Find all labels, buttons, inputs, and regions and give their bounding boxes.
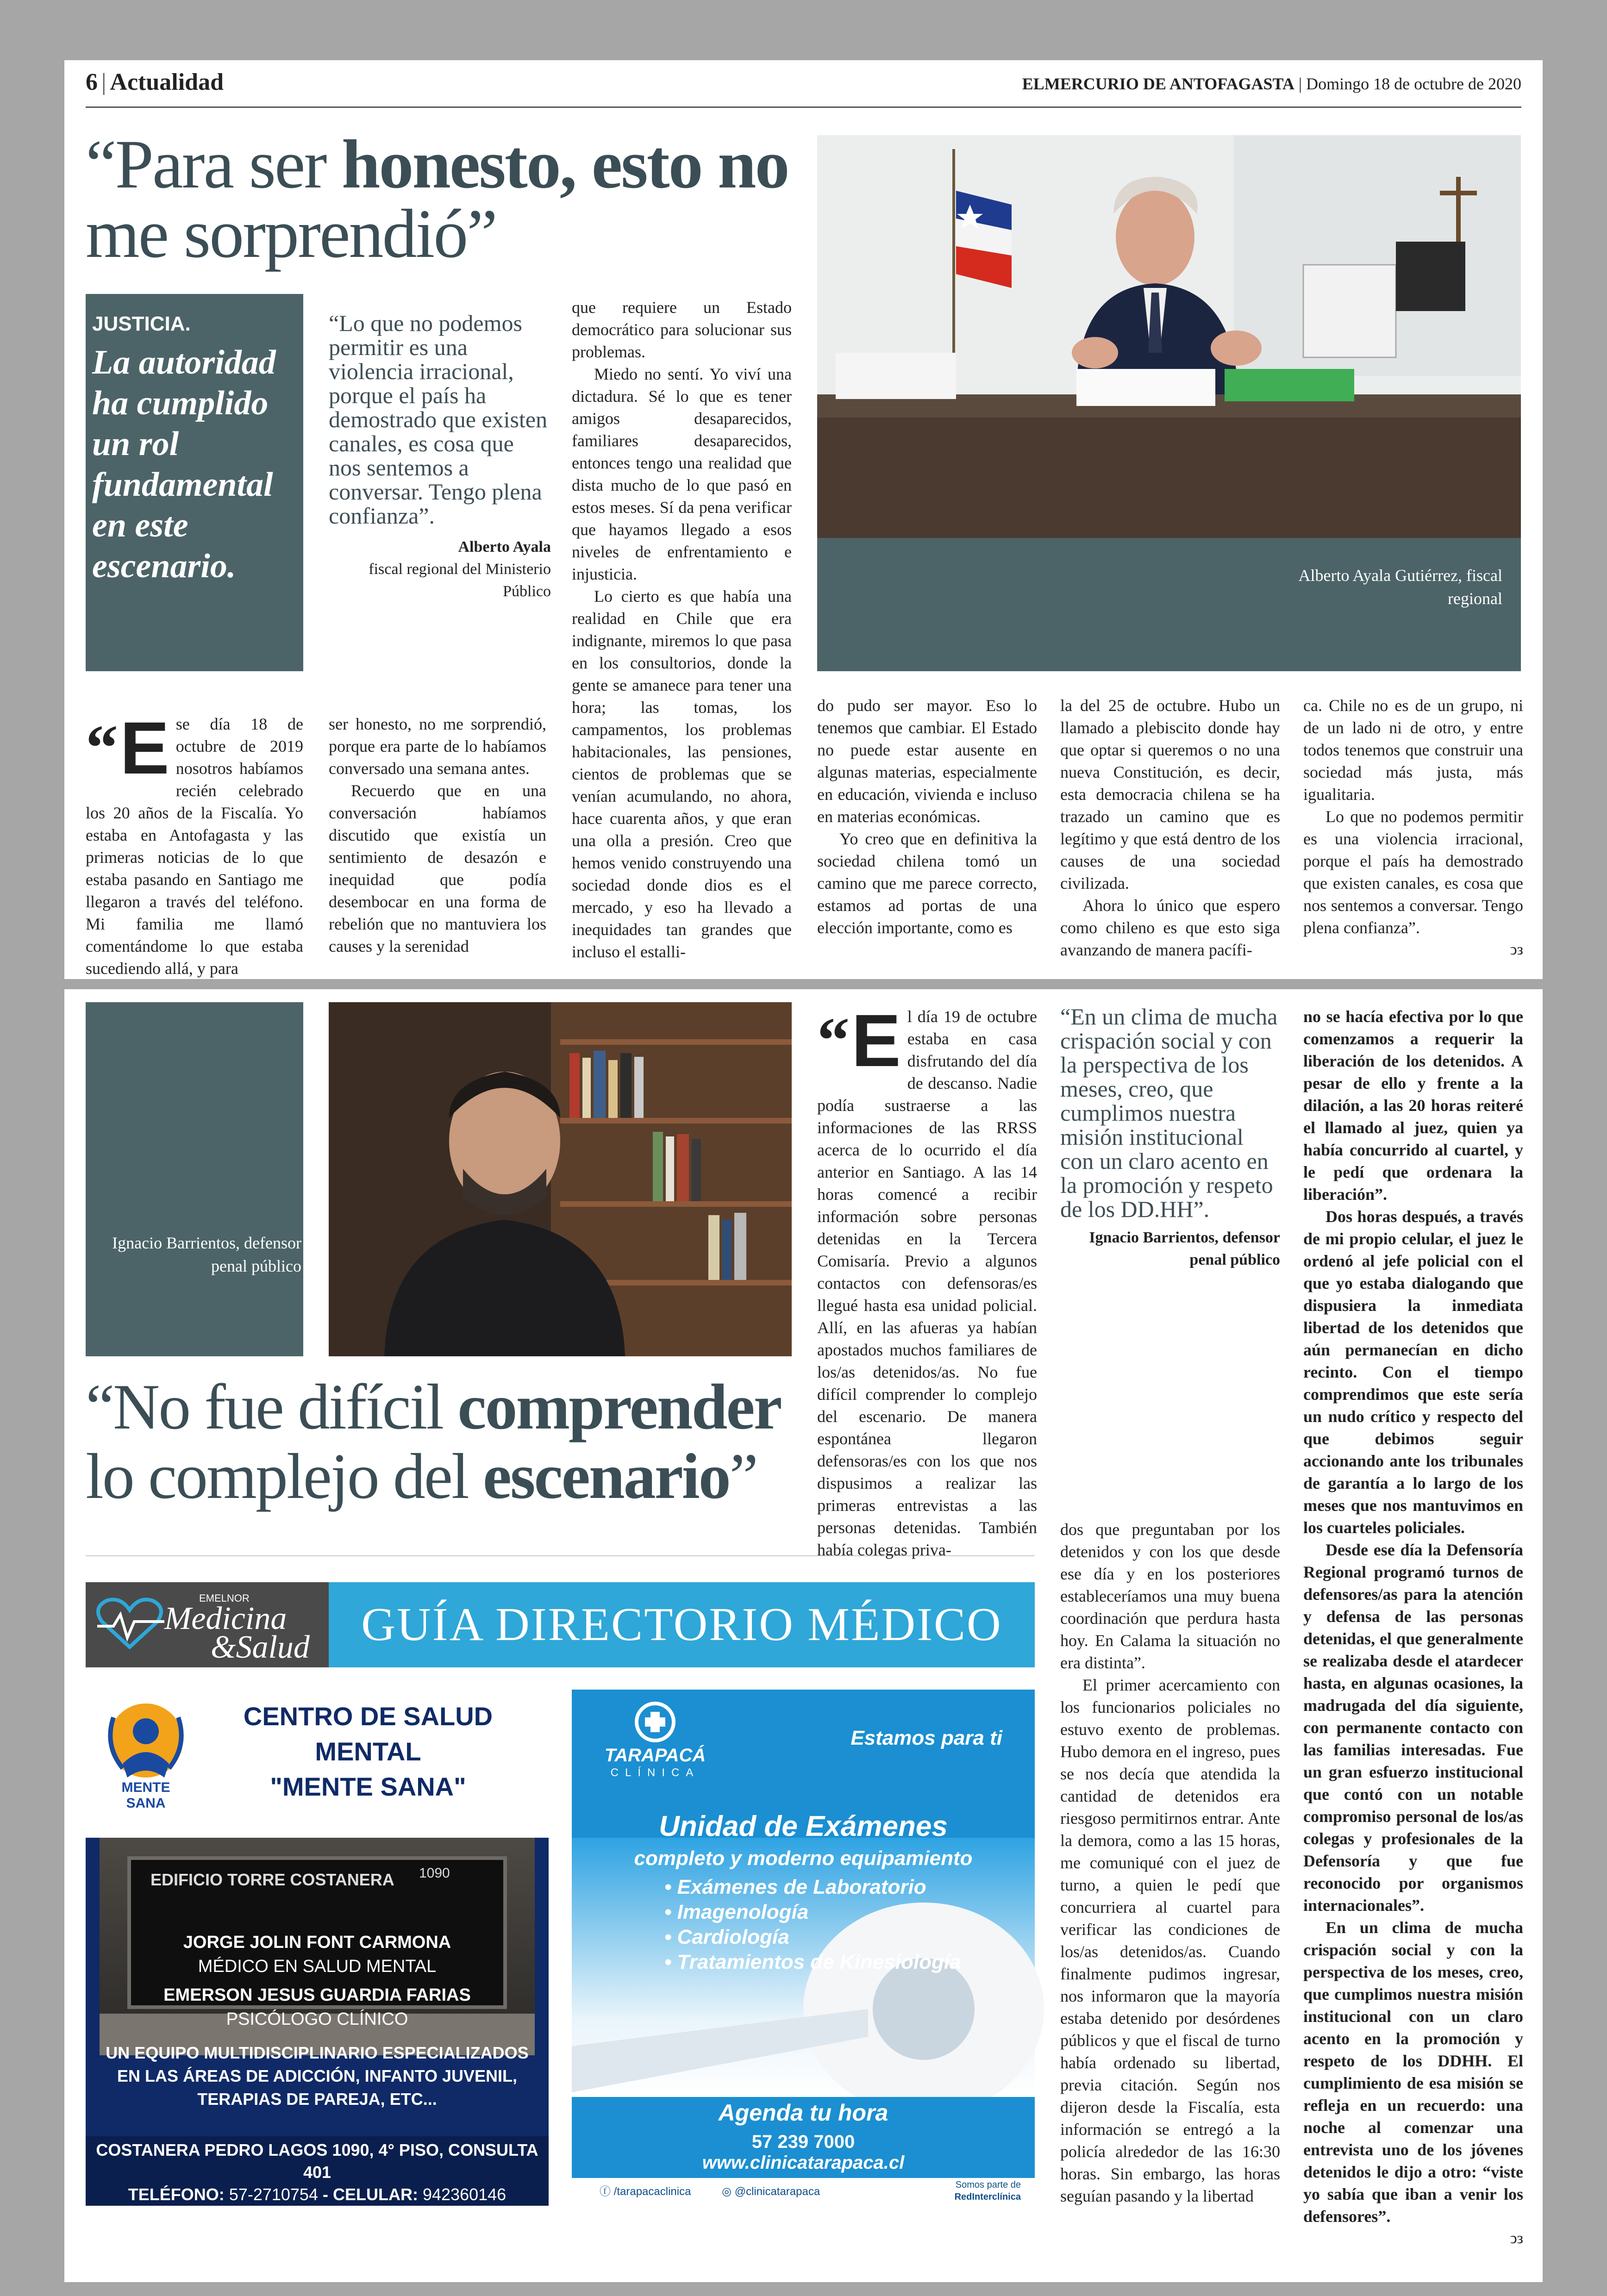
heart-pulse-icon [95,1596,164,1652]
paragraph: Miedo no sentí. Yo viví una dictadura. Sé lo que es tener amigos desaparecidos, familiares desaparecidos, entonces tengo una realidad que dista mucho de lo que pasó en estos meses. Sí da pena verificar que hayamos llegado a esos niveles de enfrentamiento e injusticia. [572,365,792,583]
ad1-email: mentesana.sm@gmail.com [247,2207,450,2226]
ad1-phone: 57-2710754 [229,2185,318,2204]
story2-pull-quote-block [1060,1004,1280,1271]
drop-cap: “E [817,999,901,1082]
paragraph: El primer acercamiento con los funcionarios policiales no estuvo exento de problemas. Hubo demora en el ingreso, pues se nos decía que atendida la cantidad de detenidos era riesgoso permitirnos entrar. Ante la demora, como a las 15 horas, me comuniqué con el juez de turno, a quien le pedí que concurriera al cuartel para verificar las condiciones de los/as detenidos/as. Cuando finalmente pudimos ingresar, nos informaron que la mayoría estaba detenido por desórdenes públicos y que el fiscal de turno había ordenado su libertad, previa citación. Según nos dijeron desde la Fiscalía, esta información se entregó a la policía alrededor de las 16:30 horas. Sin embargo, las horas seguían pasando y la libertad [1060,1676,1280,2205]
paragraph: ser honesto, no me sorprendió, porque era parte de lo habíamos conversado una semana antes. [329,715,546,778]
paragraph: “E l día 19 de octubre estaba en casa disfrutando del día de descanso. Nadie podía sustraerse a las informaciones de las RRSS acerca de lo ocurrido el día anterior en Santiago. A las 14 horas comencé a recibir información sobre personas detenidas en la Tercera Comisaría. Previo a algunos contactos con defensoras/es llegué hasta esa unidad policial. Allí, en las afueras ya habían apostados muchos familiares de los/as detenidos/as. No fue difícil comprender lo complejo del escenario. De manera espontánea llegaron defensoras/es con los que nos dispusimos a realizar las primeras entrevistas a las personas detenidas. También había colegas priva- [817,999,1037,1559]
headline-end-quote: ” [729,1441,757,1512]
ad1-email-line: EMAIL: mentesana.sm@gmail.com [185,2207,450,2226]
team-line-2: EN LAS ÁREAS DE ADICCIÓN, INFANTO JUVENIL, [117,2066,518,2085]
story1-body-column-4 [1060,694,1280,961]
team-description [86,2041,549,2111]
summary-kicker: JUSTICIA. [92,312,191,335]
header-rule [86,106,1521,108]
ad1-title-line-2: "MENTE SANA" [270,1772,466,1801]
paragraph: Desde ese día la Defensoría Regional programó turnos de defensores/as para la atención y defensa de las personas detenidas, el que generalmente se realizaba desde el atardecer hasta, en algunas ocasiones, la madrugada del día siguiente, con permanente contacto con las familias interesadas. Fue un gran esfuerzo institucional que contó con un notable compromiso personal de los/as colegas y profesionales de la Defensoría y que fue reconocido por organismos internacionales”. [1303,1541,1523,1915]
page-header-dateline: ELMERCURIO DE ANTOFAGASTA | Domingo 18 de octubre de 2020 [1022,75,1521,93]
story2-body-column-1 [817,999,1037,1561]
story1-body-column-2 [329,713,546,957]
photo-caption: Alberto Ayala Gutiérrez, fiscal regional [1298,566,1502,608]
story1-upper-column [572,296,792,963]
office-scene-illustration [817,135,1521,538]
paragraph: no se hacía efectiva por lo que comenzamos a requerir la liberación de los detenidos. A pesar de ello y frente a la dilación, a las 20 horas reiteré el llamado al juez, quien ya había concurrido al cuartel, y le pedí que ordenara la liberación”. [1303,1007,1523,1204]
headline-bold: honesto, esto no [342,126,788,203]
story1-body-column-1 [86,706,303,980]
ad1-contact-band [86,2136,549,2226]
pull-quote-role: fiscal regional del Ministerio Público [369,561,551,600]
doctor2-role: PSICÓLOGO CLÍNICO [226,2009,408,2029]
clinic-brand-sub: CLÍNICA [610,1766,700,1779]
ad-clinica-tarapaca [572,1690,1035,2206]
paragraph: Dos horas después, a través de mi propio celular, el juez le ordenó al jefe policial con el que yo estaba dialogando que dispusiera la inmediata libertad de los detenidos que aún permanecían en dicho recinto. Con el tiempo comprendimos que este sería un nudo crítico y respecto del que debimos seguir accionando ante los tribunales de garantía a lo largo de los meses que nos mantuvimos en los cuarteles policiales. [1303,1207,1523,1537]
section-name: Actualidad [110,69,224,95]
ad1-cell: 942360146 [422,2185,506,2204]
story1-body-column-5 [1303,694,1523,961]
paragraph: Ahora lo único que espero como chileno es que esto siga avanzando de manera pacífi- [1060,896,1280,959]
headline-light-2: lo complejo del [86,1441,483,1512]
story1-headline [86,126,808,272]
clinic-facebook: /tarapacaclinica [613,2185,691,2198]
service-item: • Tratamientos de Kinesiología [664,1951,961,1973]
paragraph: dos que preguntaban por los detenidos y con los que desde ese día y en los posteriores estableceríamos una muy buena coordinación que perdura hasta hoy. En Calama la situación no era distinta”. [1060,1520,1280,1672]
medicina-salud-logo [86,1582,329,1667]
photo-caption: Ignacio Barrientos, defensor penal público [112,1234,301,1275]
section-divider [64,979,1543,989]
directory-title: GUÍA DIRECTORIO MÉDICO [361,1598,1002,1651]
clinic-cta: Agenda tu hora [718,2100,888,2126]
bookshelf-portrait-illustration [329,1002,792,1356]
headline-light-1: “Para ser [86,126,342,203]
ad-mente-sana [86,1690,549,2226]
doctor1-name: JORGE JOLIN FONT CARMONA [183,1933,451,1952]
service-item: • Exámenes de Laboratorio [664,1876,926,1898]
doctor1-role: MÉDICO EN SALUD MENTAL [198,1957,437,1976]
logo-line-1: Medicina [164,1601,287,1636]
logo-text: MENTE SANA [121,1780,170,1811]
end-mark: ↄз [1510,941,1523,958]
paragraph: ca. Chile no es de un grupo, ni de un lado ni de otro, y entre todos tenemos que construir una sociedad más justa, más igualitaria. [1303,696,1523,804]
clinic-slogan: Estamos para ti [850,1727,1002,1749]
story2-caption-box [86,1002,303,1356]
network-badge: Somos parte de RedInterclínica [954,2180,1021,2202]
clinic-headline: Unidad de Exámenes [659,1810,948,1842]
pull-quote: “En un clima de mucha crispación social y con la perspectiva de los meses, creo, que cumplimos nuestra misión institucional con un claro acento en la promoción y respeto de los DD.HH”. [1060,1004,1278,1222]
paragraph: Yo creo que en definitiva la sociedad chilena tomó un camino que me parece correcto, estamos ad portas de una elección importante, como es [817,830,1037,937]
story2-body-column-2 [1060,1518,1280,2207]
paragraph: Lo cierto es que había una realidad en Chile que era indignante, miremos lo que pasa en los consultorios, donde la gente se amanece para tener una hora; las tomas, los campamentos, los problemas habitacionales, las pensiones, cientos de problemas que se venían acumulando, no ahora, hace cuarenta años, y que eran una olla a presión. Creo que hemos venido construyendo una sociedad donde dios es el mercado, y eso ha llevado a inequidades tan grandes que incluso el estalli- [572,587,792,961]
paragraph: la del 25 de octubre. Hubo un llamado a plebiscito donde hay que optar si queremos o no una nueva Constitución, es decir, esta democracia chilena se ha trazado un camino que es legítimo y que está dentro de los causes de una sociedad civilizada. [1060,696,1280,892]
story1-photo-caption-band [817,538,1521,671]
publication-name: ELMERCURIO DE ANTOFAGASTA [1022,75,1294,93]
photo-ignacio-barrientos [329,1002,792,1356]
team-line-1: UN EQUIPO MULTIDISCIPLINARIO ESPECIALIZADOS [106,2043,529,2062]
clinic-phone: 57 239 7000 [751,2132,855,2152]
clinic-brand: TARAPACÁ [604,1745,706,1766]
directory-title-band [329,1582,1035,1667]
clinic-cross-icon [627,1699,683,1745]
drop-cap: “E [86,706,169,789]
clinic-services-list [664,1875,1016,1975]
photo-alberto-ayala [817,135,1521,538]
pull-quote-name: Alberto Ayala [458,538,551,555]
building-sign: EDIFICIO TORRE COSTANERA [150,1870,394,1889]
paragraph: que requiere un Estado democrático para solucionar sus problemas. [572,298,792,361]
ad1-address: COSTANERA PEDRO LAGOS 1090, 4° PISO, CONSULTA 401 [96,2140,538,2182]
headline-light-2: me sorprendió” [86,195,496,272]
headline-bold-2: escenario [482,1441,730,1512]
paragraph: do pudo ser mayor. Eso lo tenemos que cambiar. El Estado no puede estar ausente en algunas materias, especialmente en educación, vivienda e incluso en materias económicas. [817,696,1037,826]
story2-headline [86,1373,808,1511]
instagram-icon: ◎ [722,2185,732,2198]
pull-quote-attribution: Ignacio Barrientos, defensor penal público [1089,1229,1280,1268]
service-item: • Cardiología [664,1926,789,1948]
ad1-title [197,1699,539,1804]
story1-pull-quote-block [329,311,551,603]
building-number: 1090 [419,1866,450,1881]
doctor2-name: EMERSON JESUS GUARDIA FARIAS [163,1985,471,2005]
page-header-section: 6 | Actualidad [86,69,224,95]
clinic-instagram: @clinicatarapaca [734,2185,820,2198]
paragraph: Recuerdo que en una conversación habíamos discutido que existía un sentimiento de desazón e inequidad que podía desembocar en una forma de rebelión que no mantuviera los causes y la serenidad [329,781,546,955]
pull-quote-attribution [329,536,551,603]
team-line-3: TERAPIAS DE PAREJA, ETC... [197,2090,437,2109]
story1-body-column-3 [817,694,1037,939]
page-number: 6 [86,69,98,95]
ad1-phones: TELÉFONO: 57-2710754 - CELULAR: 942360146 [128,2185,506,2204]
clinic-social-band [572,2178,1035,2206]
headline-light-1: “No fue difícil [86,1371,458,1443]
paragraph: “E se día 18 de octubre de 2019 nosotros habíamos recién celebrado los 20 años de la Fiscalía. Yo estaba en Antofagasta y las primeras noticias de lo que estaba pasando en Santiago me llegaron a través del teléfono. Mi familia me llamó comentándome lo que estaba sucediendo allá, y para [86,706,303,978]
ad1-title-line-1: CENTRO DE SALUD MENTAL [243,1702,493,1766]
logo-line-2: &Salud [211,1629,310,1665]
headline-bold-1: comprender [457,1371,781,1443]
facebook-icon: ⓕ [600,2185,611,2198]
pull-quote: “Lo que no podemos permitir es una violencia irracional, porque el país ha demostrado que existen canales, es cosa que nos sentemos a conversar. Tengo plena confianza”. [329,310,548,529]
clinic-subheadline: completo y moderno equipamiento [634,1847,973,1870]
service-item: • Imagenología [664,1901,809,1923]
logo-small-text: EMELNOR [199,1592,250,1604]
ad1-doctors [86,1930,549,2111]
summary-text: La autoridad ha cumplido un rol fundamental en este escenario. [92,343,276,585]
story2-body-column-3 [1303,1005,1523,2250]
end-mark: ↄз [1510,2230,1523,2247]
paragraph: En un clima de mucha crispación social y con la perspectiva de los meses, creo, que cumplimos nuestra misión institucional con un claro acento en la promoción y respeto de los DDHH. El cumplimiento de esa misión se refleja en un recuerdo: una noche al comenzar una entrevista uno de los jóvenes detenidos le dijo a otro: “viste yo sabía que iban a venir los defensores”. [1303,1918,1523,2226]
clinic-website: www.clinicatarapaca.cl [702,2152,905,2173]
publication-date: Domingo 18 de octubre de 2020 [1306,75,1521,93]
story1-summary-box [86,294,303,671]
paragraph: Lo que no podemos permitir es una violencia irracional, porque el país ha demostrado que existen canales, es cosa que nos sentemos a conversar. Tengo plena confianza”. [1303,807,1523,937]
